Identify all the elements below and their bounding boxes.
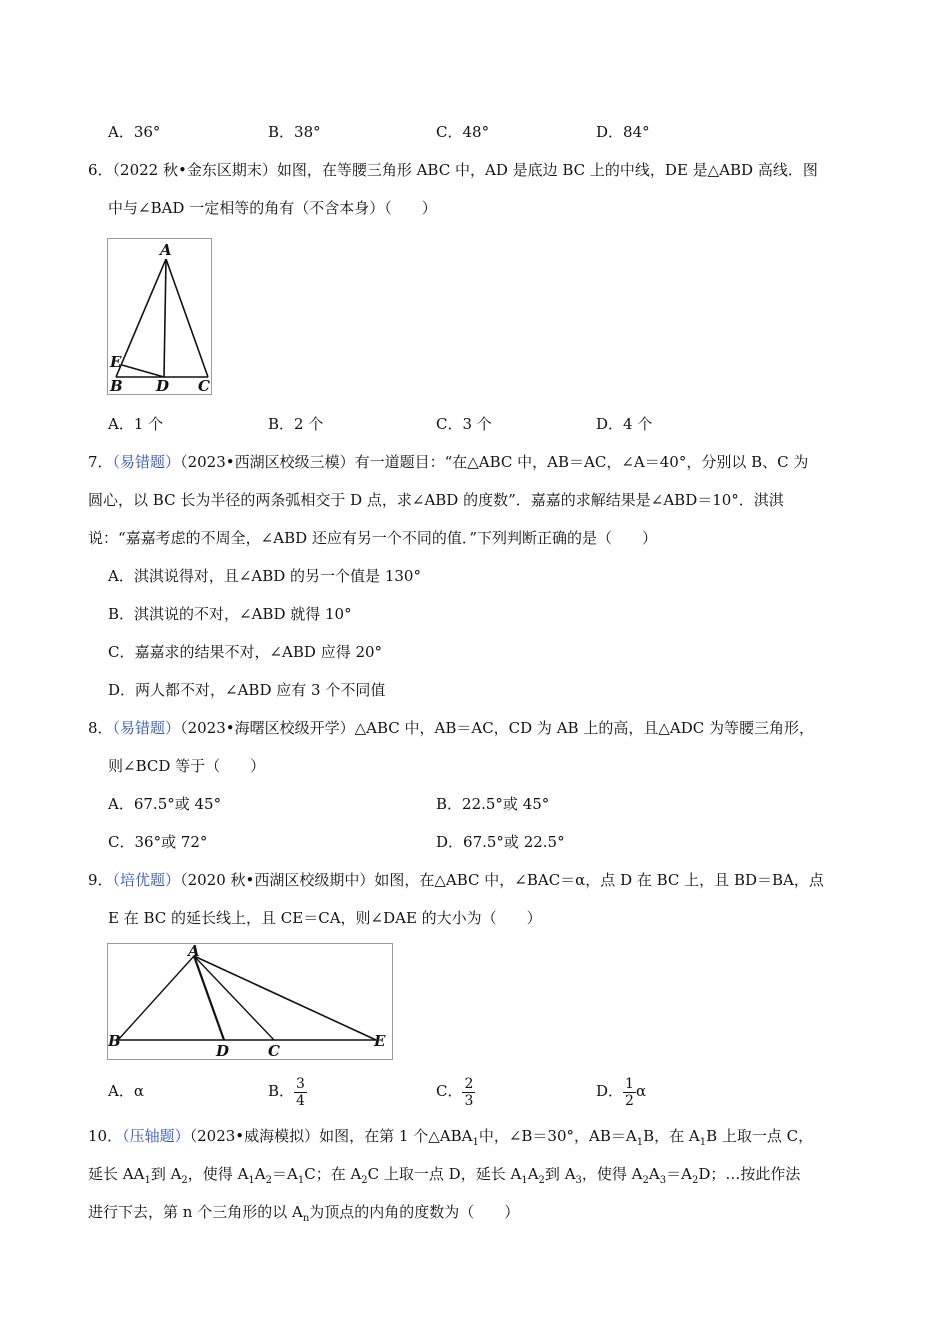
q10-text: 到 A	[150, 1165, 182, 1183]
q8-stem-line1	[88, 718, 814, 738]
q10-subscript: 1	[297, 1175, 305, 1186]
q10-text: D；…按此作法	[698, 1165, 801, 1183]
q5-option-c: C．48°	[436, 123, 490, 141]
q9-option-c-fraction	[462, 1076, 475, 1109]
q6-option-a: A．1 个	[108, 415, 164, 433]
q8-option-b: B．22.5°或 45°	[436, 795, 550, 813]
q10-subscript: 1	[699, 1137, 707, 1148]
q10-subscript: 2	[361, 1175, 368, 1186]
q10-subscript: 2	[538, 1175, 545, 1186]
q10-text: 进行下去，第 n 个三角形的以 A	[88, 1203, 303, 1221]
q6-side-ac	[166, 259, 208, 377]
q7-stem-line3: 说：“嘉嘉考虑的不周全，∠ABD 还应有另一个不同的值．”下列判断正确的是（ ）	[88, 529, 658, 547]
q9-stem-line2: E 在 BC 的延长线上，且 CE＝CA，则∠DAE 的大小为（ ）	[108, 909, 542, 927]
q8-stem-line2: 则∠BCD 等于（ ）	[108, 757, 266, 775]
q10-text: B 上取一点 C，	[706, 1127, 814, 1145]
q10-subscript: 3	[575, 1175, 582, 1186]
q7-tag: （易错题）	[112, 453, 181, 471]
q10-text: C；在 A	[304, 1165, 362, 1183]
q9-stem-line1	[88, 870, 824, 890]
q10-subscript: 2	[265, 1175, 272, 1186]
q6-side-ab	[116, 259, 166, 377]
q9-option-b-fraction	[294, 1076, 307, 1109]
q6-median-ad	[164, 259, 166, 377]
q9-triangle-diagram	[108, 944, 392, 1059]
q10-text: A	[254, 1165, 266, 1183]
q7-number: 7．	[88, 453, 113, 471]
q10-text: A	[648, 1165, 660, 1183]
q7-option-c: C．嘉嘉求的结果不对，∠ABD 应得 20°	[108, 643, 383, 661]
q6-label-d: D	[156, 377, 170, 394]
q9-label-a: A	[188, 944, 200, 960]
q6-label-e: E	[110, 353, 122, 371]
q10-tag: （压轴题）	[122, 1127, 190, 1145]
q8-number: 8．	[88, 719, 113, 737]
q10-subscript: 1	[248, 1175, 255, 1186]
q10-text: ＝A	[272, 1165, 298, 1183]
q5-option-d: D．84°	[596, 123, 650, 141]
q10-text: B，在 A	[643, 1127, 700, 1145]
q7-stem-line2: 圆心，以 BC 长为半径的两条弧相交于 D 点，求∠ABD 的度数”．嘉嘉的求解结果是∠ABD＝10°．淇淇	[88, 491, 784, 509]
q10-stem-line3	[88, 1202, 519, 1229]
q9-label-d: D	[216, 1042, 230, 1059]
q8-stem-text: （2023•海曙区校级开学）△ABC 中，AB＝AC，CD 为 AB 上的高，且△ADC 为等腰三角形，	[180, 719, 814, 737]
q6-stem-line2: 中与∠BAD 一定相等的角有（不含本身）（ ）	[108, 199, 437, 217]
q9-segment-ae	[194, 956, 376, 1040]
q10-text: ，使得 A	[187, 1165, 249, 1183]
q10-number: 10．	[88, 1127, 123, 1145]
q8-tag: （易错题）	[112, 719, 181, 737]
q9-segment-ac	[194, 956, 274, 1040]
q10-stem-line1	[88, 1126, 813, 1153]
q8-option-c: C．36°或 72°	[108, 833, 208, 851]
q9-option-c	[436, 1072, 475, 1110]
q9-option-d-fraction	[623, 1076, 636, 1109]
q10-text: （2023•威海模拟）如图，在第 1 个△ABA	[189, 1127, 473, 1145]
q9-option-c-numerator: 2	[464, 1075, 474, 1092]
q9-option-b-numerator: 3	[296, 1075, 305, 1092]
q10-subscript: 1	[521, 1175, 528, 1186]
q10-text: ＝A	[666, 1165, 692, 1183]
q10-text: C 上取一点 D，延长 A	[367, 1165, 522, 1183]
q6-option-b: B．2 个	[268, 415, 324, 433]
q9-label-c: C	[268, 1042, 280, 1059]
q9-option-d-prefix: D．	[596, 1082, 624, 1100]
q7-stem-line1	[88, 452, 808, 472]
q7-option-b: B．淇淇说的不对，∠ABD 就得 10°	[108, 605, 352, 623]
q6-option-c: C．3 个	[436, 415, 492, 433]
q9-stem-text: （2020 秋•西湖区校级期中）如图，在△ABC 中，∠BAC＝α，点 D 在 BC 上，且 BD＝BA，点	[180, 871, 824, 889]
q7-option-d: D．两人都不对，∠ABD 应有 3 个不同值	[108, 681, 386, 699]
q10-subscript: 2	[181, 1175, 188, 1186]
q6-triangle-diagram	[108, 239, 211, 394]
q10-subscript: 2	[642, 1175, 649, 1186]
q10-subscript: 3	[659, 1175, 667, 1186]
q10-subscript: 1	[636, 1137, 644, 1148]
q6-stem-line1: 6．（2022 秋•金东区期末）如图，在等腰三角形 ABC 中，AD 是底边 BC 上的中线，DE 是△ABD 高线．图	[88, 161, 818, 179]
q9-label-b: B	[108, 1032, 121, 1050]
q10-text: 为顶点的内角的度数为（ ）	[309, 1203, 520, 1221]
q7-stem-text: （2023•西湖区校级三模）有一道题目：“在△ABC 中，AB＝AC，∠A＝40°，分别以 B、C 为	[180, 453, 809, 471]
q10-text: ，使得 A	[581, 1165, 643, 1183]
q9-label-e: E	[374, 1032, 386, 1050]
q6-label-a: A	[160, 241, 172, 259]
q10-subscript: 1	[144, 1175, 151, 1186]
q10-subscript: 2	[691, 1175, 699, 1186]
q9-option-d-denominator: 2	[625, 1092, 634, 1109]
q5-option-b: B．38°	[268, 123, 321, 141]
q9-option-c-denominator: 3	[464, 1092, 474, 1109]
q10-text: 延长 AA	[88, 1165, 145, 1183]
q5-option-a: A．36°	[108, 123, 161, 141]
q9-option-d-suffix: α	[635, 1082, 647, 1100]
q7-option-a: A．淇淇说得对，且∠ABD 的另一个值是 130°	[108, 567, 421, 585]
q9-option-d	[596, 1072, 646, 1110]
q10-text: 中，∠B＝30°，AB＝A	[478, 1127, 637, 1145]
q9-tag: （培优题）	[112, 871, 181, 889]
q9-option-b-prefix: B．	[268, 1082, 295, 1100]
q6-label-b: B	[110, 377, 123, 394]
q9-option-d-numerator: 1	[625, 1075, 634, 1092]
q9-option-b-denominator: 4	[296, 1092, 305, 1109]
q6-height-de	[122, 365, 164, 377]
q9-figure	[107, 943, 393, 1060]
q9-side-ab	[118, 956, 194, 1040]
q10-stem-line2	[88, 1164, 800, 1191]
q9-option-c-prefix: C．	[436, 1082, 463, 1100]
q10-subscript: n	[302, 1213, 310, 1224]
q6-figure	[107, 238, 212, 395]
q8-option-d: D．67.5°或 22.5°	[436, 833, 565, 851]
q6-label-c: C	[198, 377, 210, 394]
q10-text: 到 A	[544, 1165, 576, 1183]
q8-option-a: A．67.5°或 45°	[108, 795, 222, 813]
q10-text: A	[527, 1165, 539, 1183]
q9-option-a: A．α	[108, 1082, 144, 1100]
q6-option-d: D．4 个	[596, 415, 653, 433]
q10-subscript: 1	[472, 1137, 479, 1148]
q9-option-b	[268, 1072, 307, 1110]
q9-number: 9．	[88, 871, 113, 889]
